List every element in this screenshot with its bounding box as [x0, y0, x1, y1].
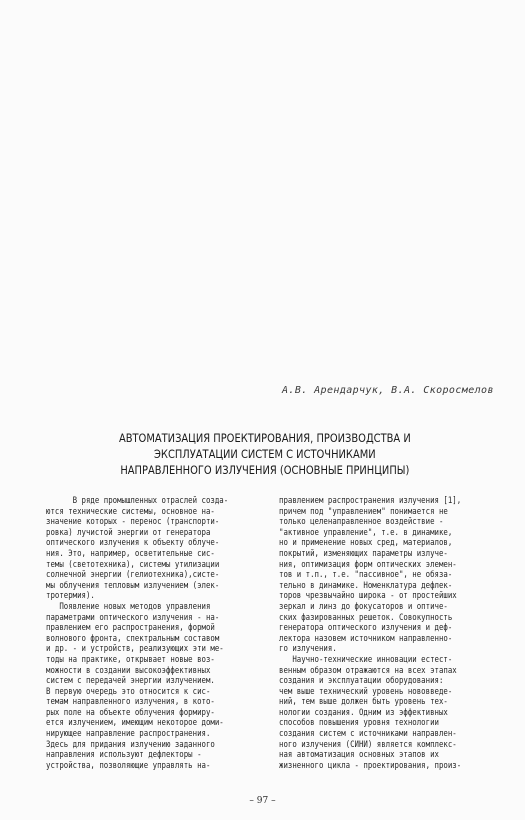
page-number: – 97 – — [249, 796, 276, 806]
text-line: нологии создания. Одним из эффективных — [279, 707, 448, 718]
text-line: ний, тем выше должен быть уровень тех- — [279, 697, 448, 708]
text-line: оптического излучения к объекту облуче- — [46, 538, 220, 549]
text-line: ских фазированных решеток. Совокупность — [279, 612, 453, 623]
text-line: тротермия). — [46, 591, 95, 602]
text-line: тов и т.п., т.е. "пассивное", не обяза- — [279, 570, 453, 581]
title-line-2: ЭКСПЛУАТАЦИИ СИСТЕМ С ИСТОЧНИКАМИ — [154, 447, 376, 461]
text-line: покрытий, изменяющих параметры излуче- — [279, 548, 448, 559]
text-line: Здесь для придания излучению заданного — [46, 739, 215, 750]
text-line: венным образом отражаются на всех этапах — [279, 665, 457, 676]
text-line: волнового фронта, спектральным составом — [46, 633, 220, 644]
text-line: тоды на практике, открывает новые воз- — [46, 654, 215, 665]
text-line: солнечной энергии (гелиотехника),систе- — [46, 570, 220, 581]
text-line: темам направленного излучения, в кото- — [46, 697, 215, 708]
text-line: "активное управление", т.е. в динамике, — [279, 527, 453, 538]
text-line: ются технические системы, основное на- — [46, 506, 215, 517]
article-title — [95, 430, 435, 478]
authors: А.В. Арендарчук, В.А. Скоросмелов — [282, 385, 494, 396]
text-line: ная автоматизация основных этапов их — [279, 750, 439, 761]
text-line: ного излучения (СИНИ) является комплекс- — [279, 739, 457, 750]
text-line: устройства, позволяющие управлять на- — [46, 760, 211, 771]
text-line: В ряде промышленных отраслей созда- — [46, 496, 229, 506]
text-line: можности в создании высокоэффективных — [46, 665, 211, 676]
left-text-column — [46, 496, 272, 771]
text-line: чем выше технический уровень нововведе- — [279, 686, 453, 697]
text-line: лектора назовем источником направленно- — [279, 633, 453, 644]
text-line: параметрами оптического излучения - на- — [46, 612, 220, 623]
text-line: Научно-технические инновации естест- — [279, 654, 453, 665]
text-line: жизненного цикла - проектирования, произ- — [279, 760, 462, 771]
text-line: рых поле на объекте облучения формиру- — [46, 707, 215, 718]
text-line: зеркал и линз до фокусаторов и оптиче- — [279, 601, 448, 612]
text-line: торов чрезвычайно широка - от простейших — [279, 591, 457, 602]
title-line-3: НАПРАВЛЕННОГО ИЗЛУЧЕНИЯ (ОСНОВНЫЕ ПРИНЦИПЫ) — [120, 463, 410, 477]
text-line: темы (светотехника), системы утилизации — [46, 559, 220, 570]
text-line: ется излучением, имеющим некоторое доми- — [46, 718, 224, 729]
title-line-1: АВТОМАТИЗАЦИЯ ПРОЕКТИРОВАНИЯ, ПРОИЗВОДСТВА И — [118, 431, 411, 445]
text-line: ния. Это, например, осветительные сис- — [46, 548, 215, 559]
text-line: и др. - и устройств, реализующих эти ме- — [46, 644, 224, 655]
text-line: Появление новых методов управления — [46, 601, 211, 612]
text-line: генератора оптического излучения и деф- — [279, 623, 453, 634]
text-line: только целенаправленное воздействие - — [279, 517, 444, 528]
text-line: направления используют дефлекторы - — [46, 750, 202, 761]
text-line: систем с передачей энергии излучением. — [46, 676, 215, 687]
text-line: способов повышения уровня технологии — [279, 718, 439, 729]
text-line: значение которых - перенос (транспорти- — [46, 517, 220, 528]
text-line: правлением его распространения, формой — [46, 623, 215, 634]
text-line: но и применение новых сред, материалов, — [279, 538, 453, 549]
text-line: тельно в динамике. Номенклатура дефлек- — [279, 580, 453, 591]
text-line: создания систем с источниками направлен- — [279, 729, 457, 740]
text-line: го излучения. — [279, 644, 337, 655]
text-line: нирующее направление распространения. — [46, 729, 211, 740]
right-text-column — [279, 496, 523, 771]
text-line: причем под "управлением" понимается не — [279, 506, 448, 517]
text-line: мы облучения тепловым излучением (элек- — [46, 580, 220, 591]
text-line: ния, оптимизация форм оптических элемен- — [279, 559, 457, 570]
text-line: правлением распространения излучения [1], — [279, 496, 462, 506]
text-line: В первую очередь это относится к сис- — [46, 686, 211, 697]
text-line: ровка) лучистой энергии от генератора — [46, 527, 211, 538]
text-line: создания и эксплуатации оборудования: — [279, 676, 444, 687]
